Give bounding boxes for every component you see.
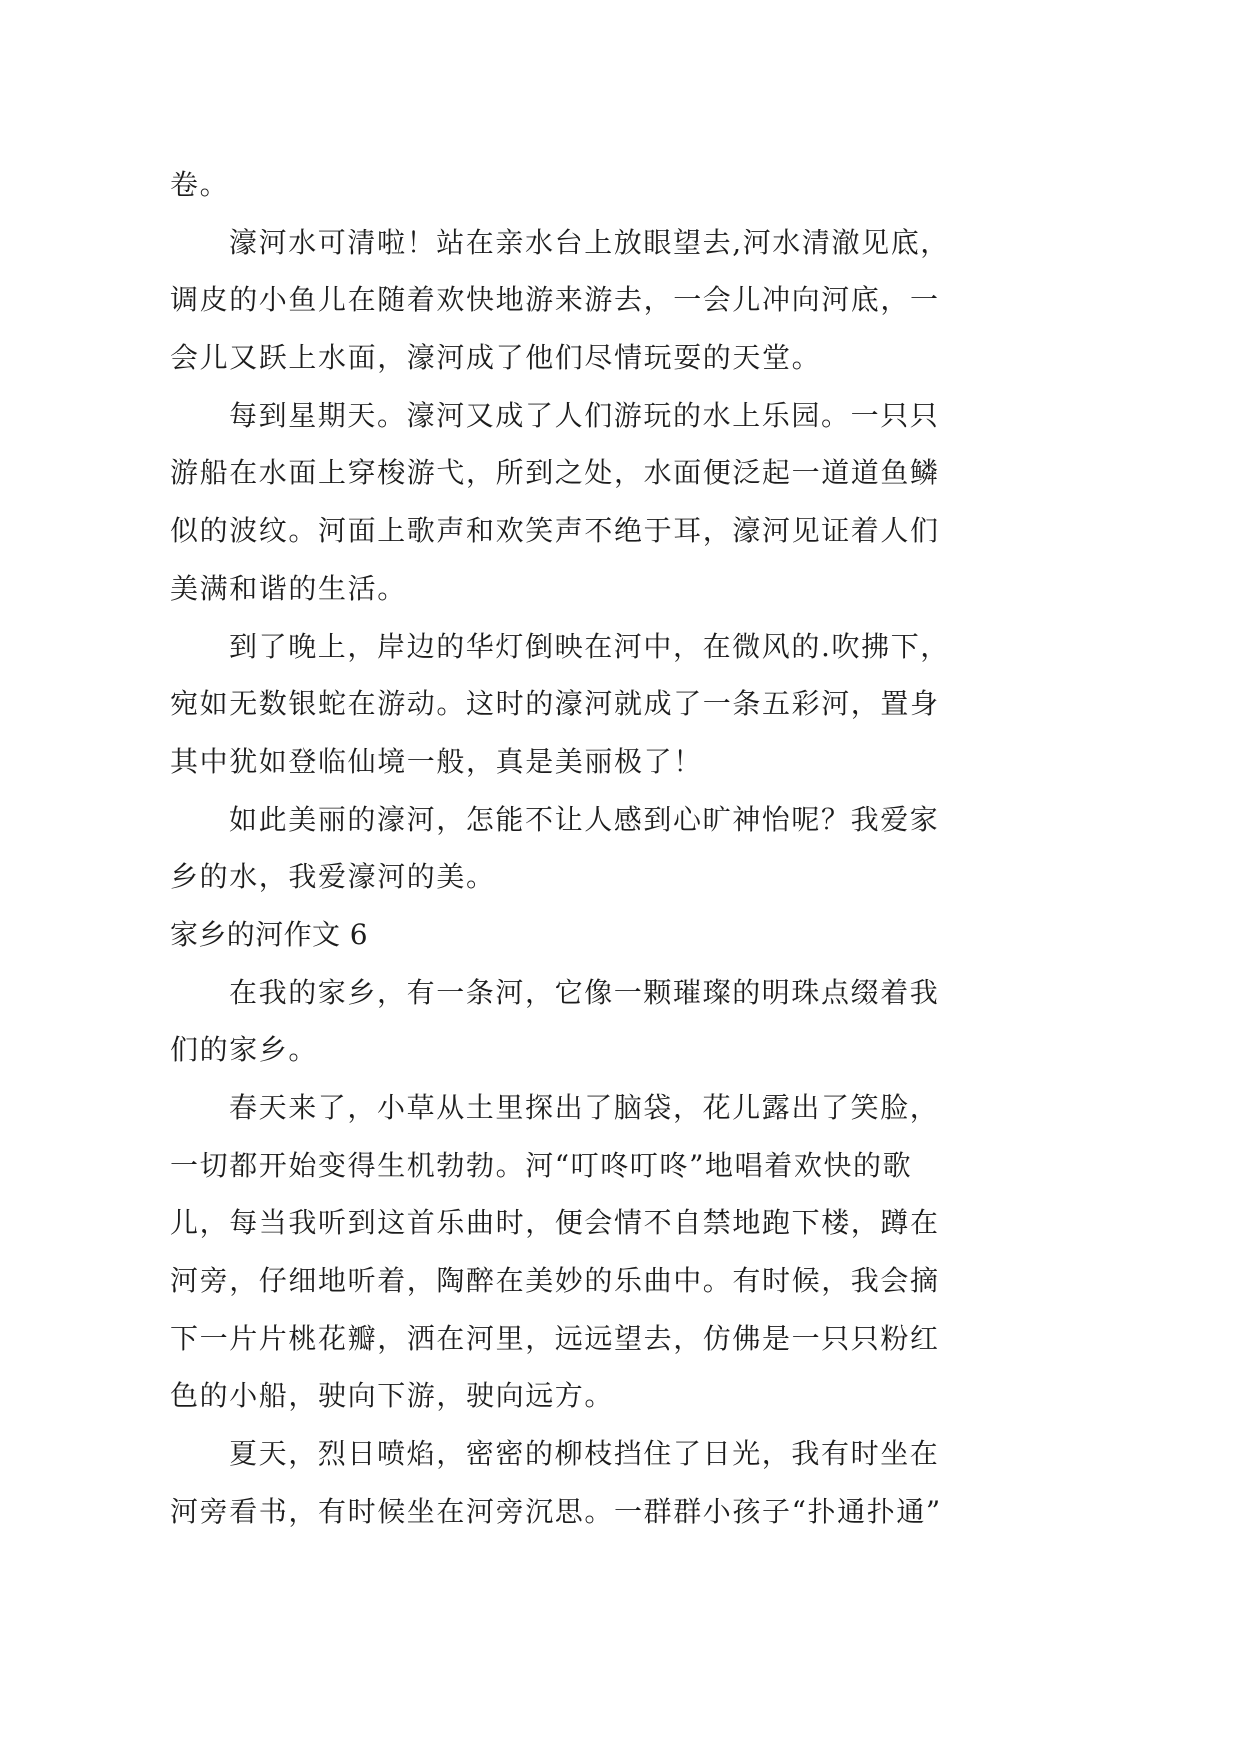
- paragraph-line: 乡的水，我爱濠河的美。: [170, 860, 496, 894]
- paragraph-line: 儿，每当我听到这首乐曲时，便会情不自禁地跑下楼，蹲在: [170, 1206, 940, 1240]
- paragraph-line: 下一片片桃花瓣，洒在河里，远远望去，仿佛是一只只粉红: [170, 1321, 940, 1355]
- paragraph-line: 河旁，仔细地听着，陶醉在美妙的乐曲中。有时候，我会摘: [170, 1264, 940, 1298]
- paragraph-line: 宛如无数银蛇在游动。这时的濠河就成了一条五彩河，置身: [170, 687, 940, 721]
- paragraph-line: 濠河水可清啦！站在亲水台上放眼望去,河水清澈见底，: [229, 225, 950, 259]
- paragraph-line: 美满和谐的生活。: [170, 571, 407, 605]
- paragraph-line: 每到星期天。濠河又成了人们游玩的水上乐园。一只只: [229, 398, 940, 432]
- paragraph-line: 河旁看书，有时候坐在河旁沉思。一群群小孩子“扑通扑通”: [170, 1494, 942, 1528]
- paragraph-line: 夏天，烈日喷焰，密密的柳枝挡住了日光，我有时坐在: [229, 1437, 940, 1471]
- paragraph-line: 会儿又跃上水面，濠河成了他们尽情玩耍的天堂。: [170, 341, 822, 375]
- paragraph-line: 游船在水面上穿梭游弋，所到之处，水面便泛起一道道鱼鳞: [170, 456, 940, 490]
- paragraph-line: 春天来了，小草从土里探出了脑袋，花儿露出了笑脸，: [229, 1091, 940, 1124]
- paragraph-line: 到了晚上，岸边的华灯倒映在河中，在微风的.吹拂下，: [229, 629, 950, 663]
- paragraph-line: 在我的家乡，有一条河，它像一颗璀璨的明珠点缀着我: [229, 975, 940, 1009]
- paragraph-line: 卷。: [170, 168, 230, 201]
- paragraph-line: 一切都开始变得生机勃勃。河“叮咚叮咚”地唱着欢快的歌: [170, 1148, 913, 1182]
- section-heading: 家乡的河作文 6: [170, 917, 368, 951]
- document-body: [170, 156, 990, 1541]
- paragraph-line: 们的家乡。: [170, 1033, 319, 1067]
- paragraph-line: 如此美丽的濠河，怎能不让人感到心旷神怡呢？我爱家: [229, 802, 940, 836]
- paragraph-line: 调皮的小鱼儿在随着欢快地游来游去，一会儿冲向河底，一: [170, 283, 940, 317]
- paragraph-line: 似的波纹。河面上歌声和欢笑声不绝于耳，濠河见证着人们: [170, 514, 940, 548]
- paragraph-line: 其中犹如登临仙境一般，真是美丽极了！: [170, 744, 703, 778]
- paragraph-line: 色的小船，驶向下游，驶向远方。: [170, 1379, 615, 1413]
